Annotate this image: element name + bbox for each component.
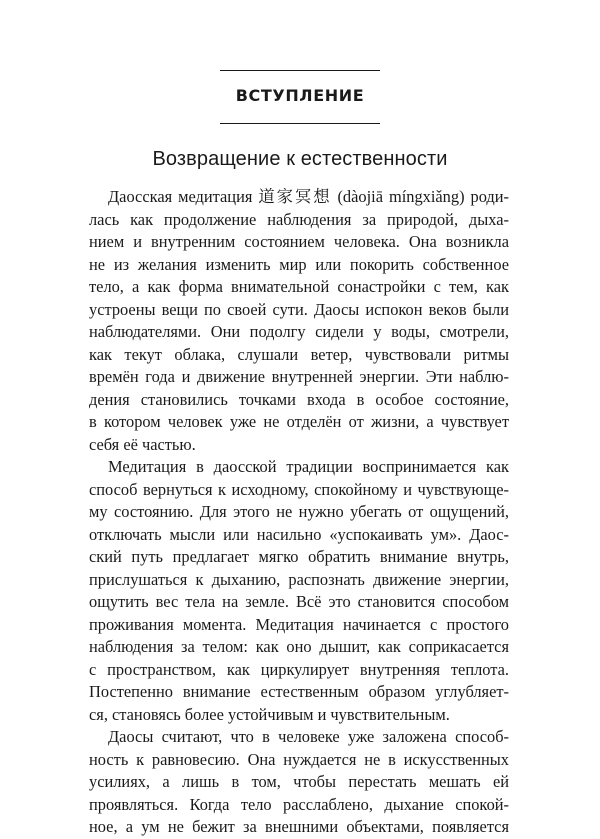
text-line: лась как продолжение наблюдения за природой, дыха- [89,209,509,229]
chapter-title-top-rule [220,70,380,71]
text-line: с пространством, как циркулирует внутренняя теплота. [89,659,509,679]
text-line: проживания момента. Медитация начинается с простого [89,614,509,634]
text-line: как текут облака, слушали ветер, чувствовали ритмы [89,344,509,364]
text-line: прислушаться к дыханию, распознать движение энергии, [89,569,509,589]
chapter-title-bottom-rule [220,123,380,124]
body-text [89,186,509,839]
text-line: усилиях, а лишь в том, чтобы перестать мешать ей [89,772,509,791]
text-line: наблюдателями. Они подолгу сидели у воды, смотрели, [89,322,509,341]
text-line: тело, а как форма внимательной сонастройки с тем, как [89,277,509,296]
text-line: му состоянию. Для этого не нужно убегать от ощущений, [89,502,509,521]
text-line: способ вернуться к исходному, спокойному и чувствующе- [89,479,509,499]
text-line: Даосы считают, что в человеке уже заложена способ- [108,727,509,746]
text-line: дения становились точками входа в особое состояние, [89,389,509,409]
text-line: не из желания изменить мир или покорить собственное [89,254,509,274]
text-line: ное, а ум не бежит за внешними объектами, появляется [89,817,509,836]
text-line: Постепенно внимание естественным образом углубляет- [89,682,509,701]
text-line: времён года и движение внутренней энергии. Эти наблю- [89,367,509,386]
text-line: Даосская медитация 道家冥想 (dàojiā míngxiǎng) роди- [108,187,509,206]
text-line: Медитация в даосской традиции воспринимается как [108,457,509,476]
text-line: ский путь предлагает мягко обратить внимание внутрь, [89,547,509,566]
text-line: ся, становясь более устойчивым и чувствительным. [89,704,450,724]
text-line: ощутить вес тела на земле. Всё это становится способом [89,592,509,611]
text-line: ность к равновесию. Она нуждается не в искусственных [89,749,509,769]
text-line: устроены вещи по своей сути. Даосы испокон веков были [89,299,509,319]
text-line: наблюдения за телом: как оно дышит, как соприкасается [89,637,509,656]
chapter-title: ВСТУПЛЕНИЕ [235,86,365,105]
text-line: в котором человек уже не отделён от жизни, а чувствует [89,412,509,431]
text-line: отключать мысли или насильно «успокаивать ум». Даос- [89,524,509,544]
text-line: проявляться. Когда тело расслаблено, дыхание спокой- [89,794,509,814]
text-line: себя её частью. [89,434,196,454]
section-title: Возвращение к естественности [152,148,448,170]
text-line: нием и внутренним состоянием человека. Она возникла [89,232,509,251]
